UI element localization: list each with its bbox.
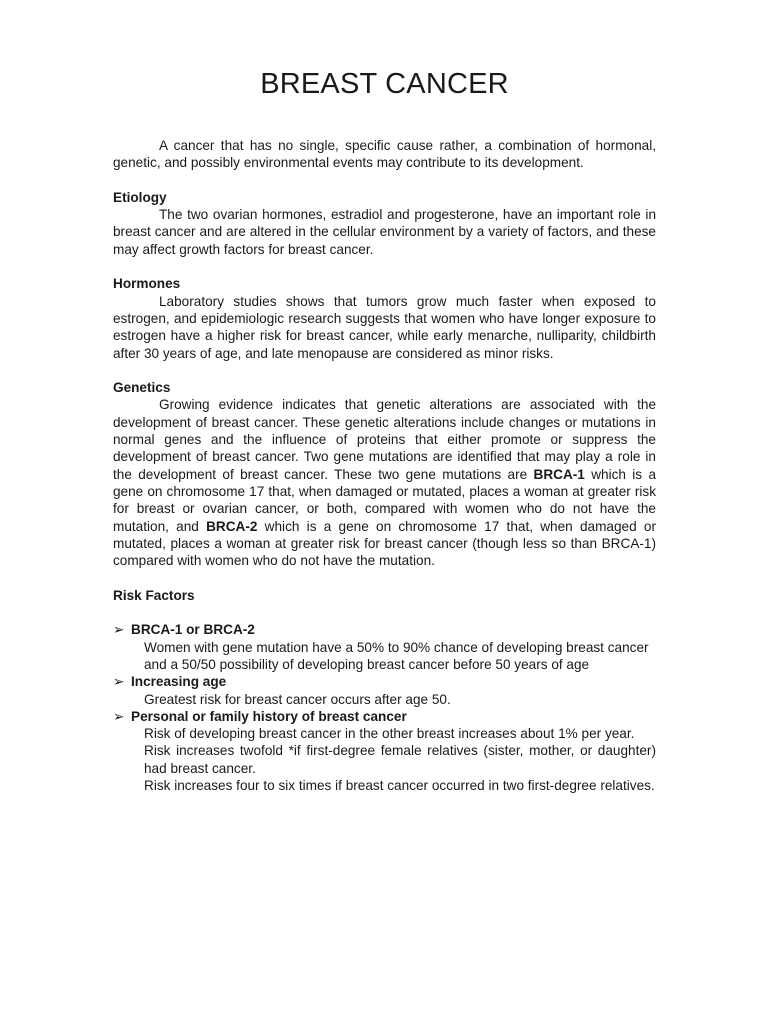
risk-item-label: Personal or family history of breast cancer — [131, 708, 407, 724]
genetics-text-1: Growing evidence indicates that genetic alterations are associated with the development of breast cancer. These genetic alterations include changes or mutations in normal genes and the influence of proteins that either promote or suppress the development of breast cancer. Two gene mutations are identified that may play a role in the development of breast cancer. These two gene mutations are — [113, 397, 656, 482]
risk-item-label: BRCA-1 or BRCA-2 — [131, 622, 255, 638]
genetics-text-3: which is a gene on chromosome 17 that, when damaged or mutated, places a woman at greater risk for breast cancer (though less so than BRCA-1) compared with women who do not have the mutation. — [113, 518, 656, 569]
brca1-term: BRCA-1 — [533, 466, 585, 482]
intro-paragraph: A cancer that has no single, specific cause rather, a combination of hormonal, genetic, and possibly environmental events may contribute to its development. — [113, 138, 656, 171]
risk-item-text: Women with gene mutation have a 50% to 90% chance of developing breast cancer and a 50/50 possibility of developing breast cancer before 50 years of age — [144, 639, 649, 672]
genetics-paragraph — [113, 396, 656, 569]
risk-item-text: Greatest risk for breast cancer occurs after age 50. — [144, 691, 451, 707]
risk-item-text: Risk of developing breast cancer in the other breast increases about 1% per year. — [144, 726, 635, 742]
arrow-bullet-icon: ➢ — [113, 622, 125, 638]
arrow-bullet-icon: ➢ — [113, 674, 125, 690]
risk-item-history — [113, 708, 656, 725]
risk-item-brca — [113, 621, 656, 638]
hormones-paragraph: Laboratory studies shows that tumors grow much faster when exposed to estrogen, and epidemiologic research suggests that women who have longer exposure to estrogen have a higher risk for breast cancer, while early menarche, nulliparity, childbirth after 30 years of age, and late menopause are considered as minor risks. — [113, 293, 656, 361]
risk-item-text: Risk increases twofold *if first-degree female relatives (sister, mother, or daughter) had breast cancer. — [144, 743, 656, 776]
risk-item-label: Increasing age — [131, 674, 227, 690]
risk-item-age — [113, 673, 656, 690]
risk-factors-heading: Risk Factors — [113, 587, 195, 603]
etiology-paragraph: The two ovarian hormones, estradiol and progesterone, have an important role in breast cancer and are altered in the cellular environment by a variety of factors, and these may affect growth factors for breast cancer. — [113, 207, 656, 257]
genetics-heading: Genetics — [113, 380, 171, 396]
risk-item-text: Risk increases four to six times if breast cancer occurred in two first-degree relatives. — [144, 777, 655, 793]
etiology-heading: Etiology — [113, 189, 167, 205]
document-body — [113, 137, 656, 794]
arrow-bullet-icon: ➢ — [113, 708, 125, 724]
document-title: BREAST CANCER — [260, 68, 509, 100]
brca2-term: BRCA-2 — [206, 518, 258, 534]
hormones-heading: Hormones — [113, 276, 181, 292]
genetics-text-2: which is a gene on chromosome 17 that, when damaged or mutated, places a woman at greater risk for breast or ovarian cancer, or both, compared with women who do not have the mutation, and — [113, 466, 656, 534]
